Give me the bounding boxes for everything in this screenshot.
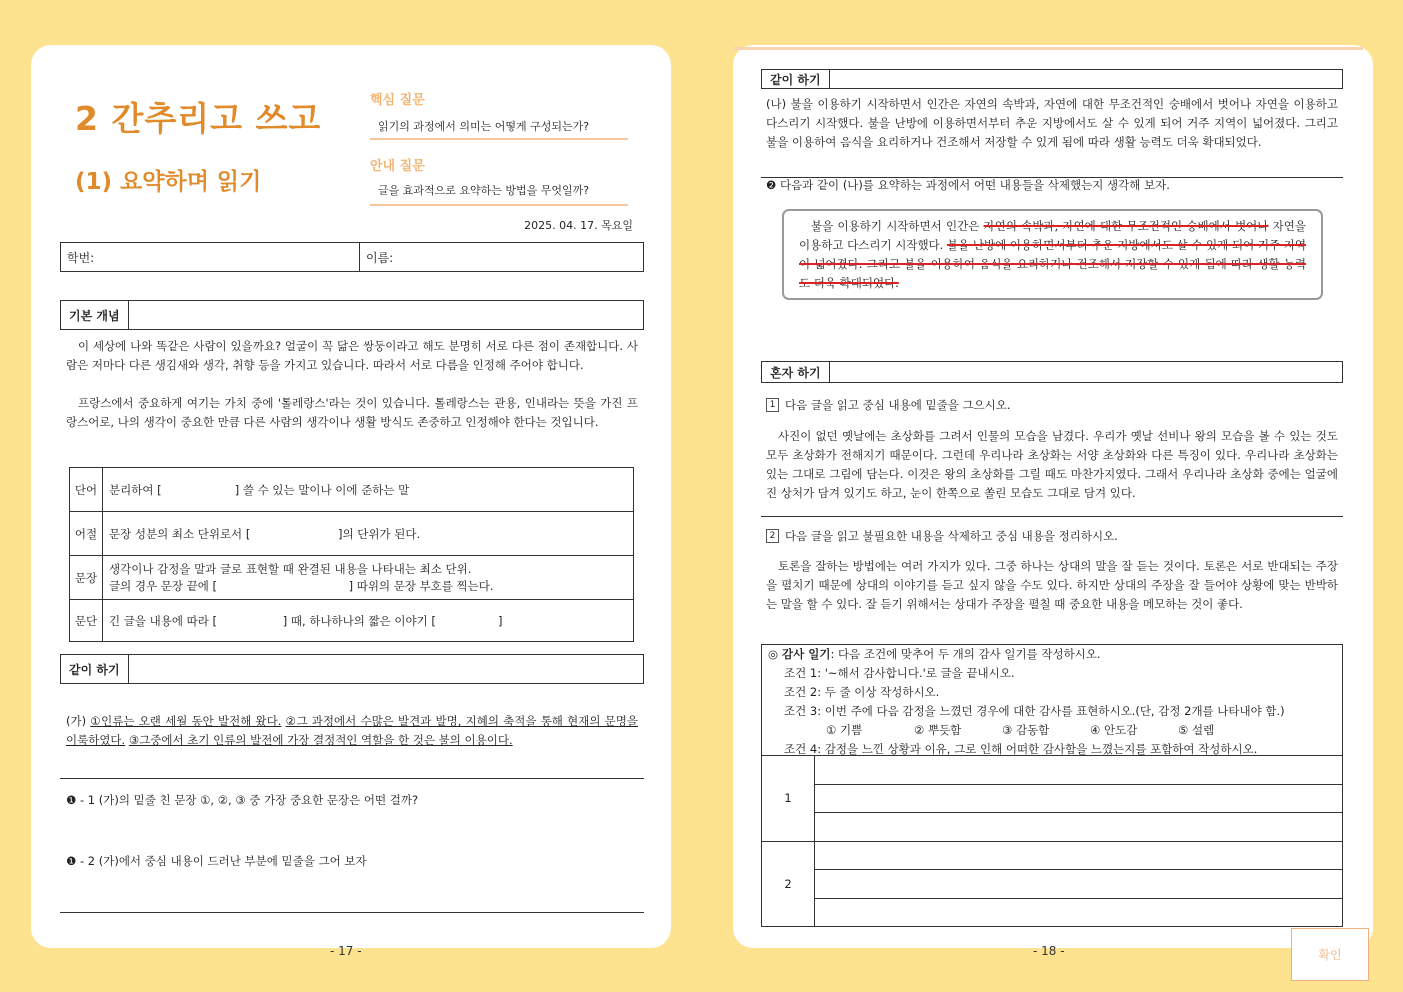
deleted-text: 자연의 속박과, 자연에 대한 무조건적인 숭배에서 벗어나 bbox=[983, 219, 1269, 233]
page-number-right: - 18 - bbox=[1033, 944, 1065, 958]
definition-term: 문장 bbox=[70, 556, 103, 600]
top-accent-line bbox=[733, 47, 1363, 50]
definition-table bbox=[69, 467, 634, 642]
passage-ga bbox=[66, 712, 638, 750]
task-1-passage: 사진이 없던 옛날에는 초상화를 그려서 인물의 모습을 남겼다. 우리가 옛날 선비나 왕의 모습을 볼 수 있는 것도 모두 초상화가 전해지기 때문이다. 그런데 우리나라 초상화는 서양 초상화와 다른 특징이 있다. 우리나라 초상화는 있는 그대로 그림에 담는다. 이것은 왕의 초상화를 그릴 때도 마찬가지였다. 그래서 우리나라 초상화 중에는 얼굴에 진 상처가 담겨 있기도 하고, 눈이 한쪽으로 쏠린 모습도 그대로 담겨 있다. bbox=[766, 429, 1338, 500]
date: 2025. 04. 17. 목요일 bbox=[524, 219, 633, 232]
left-page bbox=[31, 45, 671, 948]
alone-label: 혼자 하기 bbox=[762, 362, 830, 382]
condition-2: 조건 2: 두 줄 이상 작성하시오. bbox=[784, 685, 940, 699]
emotion-item: ③ 감동함 bbox=[1002, 723, 1050, 737]
kept-text: 불을 이용하기 시작하면서 인간은 bbox=[811, 219, 984, 233]
diary-line[interactable] bbox=[815, 813, 1343, 842]
task-1-text: 다음 글을 읽고 중심 내용에 밑줄을 그으시오. bbox=[785, 398, 1011, 412]
task-2-prompt bbox=[766, 528, 1118, 544]
student-id-field[interactable]: 학번: bbox=[61, 243, 360, 271]
task-2-passage: 토론을 잘하는 방법에는 여러 가지가 있다. 그중 하나는 상대의 말을 잘 듣는 것이다. 토론은 서로 반대되는 주장을 펼치기 때문에 상대의 이야기를 듣고 싶지 않을 수도 있다. 하지만 상대의 주장을 잘 들어야 상황에 맞는 반박하는 말을 할 수 있다. 잘 듣기 위해서는 상대가 주장을 펼칠 때 중요한 내용을 메모하는 것이 좋다. bbox=[766, 559, 1338, 611]
passage-ga-prefix: (가) bbox=[66, 714, 91, 728]
definition-text-2: 글의 경우 문장 끝에 [ ] 따위의 문장 부호를 찍는다. bbox=[109, 578, 494, 593]
emotion-item: ⑤ 설렘 bbox=[1178, 723, 1215, 737]
page-number-left: - 17 - bbox=[330, 944, 362, 958]
student-info-row bbox=[60, 242, 644, 272]
core-question-line bbox=[370, 138, 628, 140]
definition-term: 단어 bbox=[70, 468, 103, 512]
definition-row bbox=[70, 512, 634, 556]
task-1-number: 1 bbox=[766, 398, 779, 412]
summary-example-box bbox=[782, 209, 1323, 300]
gratitude-title bbox=[768, 645, 1285, 664]
deleted-text: 불을 난방에 이용하면서부터 추운 지방에서도 살 수 있게 되어 거주 지역이 넓어졌다. 그리고 불을 이용하여 음식을 요리하거나 건조해서 저장할 수 있게 됨에 따라 생활 능력도 더욱 확대되었다. bbox=[799, 238, 1306, 290]
emotion-item: ② 뿌듯함 bbox=[914, 723, 962, 737]
kept-text: 자연을 이용하고 다스리기 시작했다. bbox=[799, 219, 1307, 252]
emotion-item: ④ 안도감 bbox=[1090, 723, 1138, 737]
divider bbox=[761, 516, 1343, 517]
definition-row bbox=[70, 556, 634, 600]
diary-row-number: 1 bbox=[762, 756, 815, 842]
gratitude-instruction: : 다음 조건에 맞추어 두 개의 감사 일기를 작성하시오. bbox=[830, 647, 1101, 661]
lesson-title: (1) 요약하며 읽기 bbox=[75, 169, 262, 195]
alone-header bbox=[761, 361, 1343, 383]
guide-question-line bbox=[370, 204, 628, 206]
definition-row bbox=[70, 468, 634, 512]
condition-3: 조건 3: 이번 주에 다음 감정을 느꼈던 경우에 대한 감사를 표현하시오.(단, 감정 2개를 나타내야 함.) bbox=[784, 704, 1285, 718]
concept-paragraph-2: 프랑스에서 중요하게 여기는 가치 중에 '톨레랑스'라는 것이 있습니다. 톨레랑스는 관용, 인내라는 뜻을 가진 프랑스어로, 나의 생각이 중요한 만큼 다른 사람의 생각이나 생활 방식도 존중하고 인정해야 한다는 것입니다. bbox=[66, 396, 638, 429]
right-page bbox=[733, 45, 1373, 948]
divider bbox=[60, 778, 644, 779]
divider bbox=[60, 912, 644, 913]
sentence-2: ②그 과정에서 수많은 발견과 발명, 지혜의 축적을 통해 현재의 문명을 이룩하였다. bbox=[66, 714, 638, 747]
together-label: 같이 하기 bbox=[61, 655, 129, 683]
concept-paragraph-1: 이 세상에 나와 똑같은 사람이 있을까요? 얼굴이 꼭 닮은 쌍둥이라고 해도 분명히 서로 다른 점이 존재합니다. 사람은 저마다 다른 생김새와 생각, 취향 등을 가지고 있습니다. 따라서 서로 다름을 인정해 주어야 합니다. bbox=[66, 339, 638, 372]
passage-na: (나) 불을 이용하기 시작하면서 인간은 자연의 속박과, 자연에 대한 무조건적인 숭배에서 벗어나 자연을 이용하고 다스리기 시작했다. 불을 난방에 이용하면서부터 추운 지방에서도 살 수 있게 되어 거주 지역이 넓어졌다. 그리고 불을 이용하여 음식을 요리하거나 건조해서 저장할 수 있게 됨에 따라 생활 능력도 더욱 확대되었다. bbox=[766, 97, 1338, 149]
definition-text: 생각이나 감정을 말과 글로 표현할 때 완결된 내용을 나타내는 최소 단위. bbox=[109, 561, 472, 576]
task-2-number: 2 bbox=[766, 529, 779, 543]
definition-term: 문단 bbox=[70, 600, 103, 642]
gratitude-diary-box bbox=[761, 644, 1343, 927]
diary-line[interactable] bbox=[815, 841, 1343, 870]
sentence-1: ①인류는 오랜 세월 동안 발전해 왔다. bbox=[90, 714, 282, 728]
together-header bbox=[60, 654, 644, 684]
definition-text: 문장 성분의 최소 단위로서 [ ]의 단위가 된다. bbox=[103, 512, 634, 556]
task-1-prompt bbox=[766, 397, 1011, 413]
core-question-label: 핵심 질문 bbox=[370, 93, 425, 108]
unit-title: 2 간추리고 쓰고 bbox=[75, 99, 322, 138]
emotion-item: ① 기쁨 bbox=[826, 723, 863, 737]
question-2: ❷ 다음과 같이 (나)를 요약하는 과정에서 어떤 내용들을 삭제했는지 생각해 보자. bbox=[766, 178, 1170, 192]
core-question-text: 읽기의 과정에서 의미는 어떻게 구성되는가? bbox=[378, 120, 590, 133]
diary-line[interactable] bbox=[815, 898, 1343, 927]
diary-writing-table bbox=[761, 755, 1343, 927]
confirm-button[interactable]: 확인 bbox=[1291, 928, 1369, 981]
diary-line[interactable] bbox=[815, 784, 1343, 813]
condition-1: 조건 1: '~해서 감사합니다.'로 글을 끝내시오. bbox=[784, 666, 1015, 680]
definition-text: 분리하여 [ ] 쓸 수 있는 말이나 이에 준하는 말 bbox=[103, 468, 634, 512]
task-2-text: 다음 글을 읽고 불필요한 내용을 삭제하고 중심 내용을 정리하시오. bbox=[785, 529, 1118, 543]
name-field[interactable]: 이름: bbox=[366, 250, 394, 265]
definition-term: 어절 bbox=[70, 512, 103, 556]
guide-question-text: 글을 효과적으로 요약하는 방법을 무엇일까? bbox=[378, 184, 590, 197]
basic-concept-label: 기본 개념 bbox=[61, 301, 129, 329]
together-header-right bbox=[761, 69, 1343, 89]
definition-text: 긴 글을 내용에 따라 [ ] 때, 하나하나의 짧은 이야기 [ ] bbox=[103, 600, 634, 642]
question-1-1: ❶ - 1 (가)의 밑줄 친 문장 ①, ②, ③ 중 가장 중요한 문장은 어떤 걸까? bbox=[66, 793, 419, 807]
diary-line[interactable] bbox=[815, 870, 1343, 899]
sentence-3: ③그중에서 초기 인류의 발전에 가장 결정적인 역할을 한 것은 불의 이용이다. bbox=[128, 733, 513, 747]
diary-row-number: 2 bbox=[762, 841, 815, 927]
together-label-right: 같이 하기 bbox=[762, 70, 830, 88]
guide-question-label: 안내 질문 bbox=[370, 159, 425, 174]
diary-line[interactable] bbox=[815, 756, 1343, 785]
emotion-list bbox=[768, 721, 1285, 740]
gratitude-label: ◎ 감사 일기 bbox=[768, 647, 831, 661]
definition-row bbox=[70, 600, 634, 642]
condition-4: 조건 4: 감정을 느낀 상황과 이유, 그로 인해 어떠한 감사함을 느꼈는지를 포함하여 작성하시오. bbox=[784, 742, 1258, 756]
basic-concept-header bbox=[60, 300, 644, 330]
question-1-2: ❶ - 2 (가)에서 중심 내용이 드러난 부분에 밑줄을 그어 보자 bbox=[66, 854, 367, 868]
